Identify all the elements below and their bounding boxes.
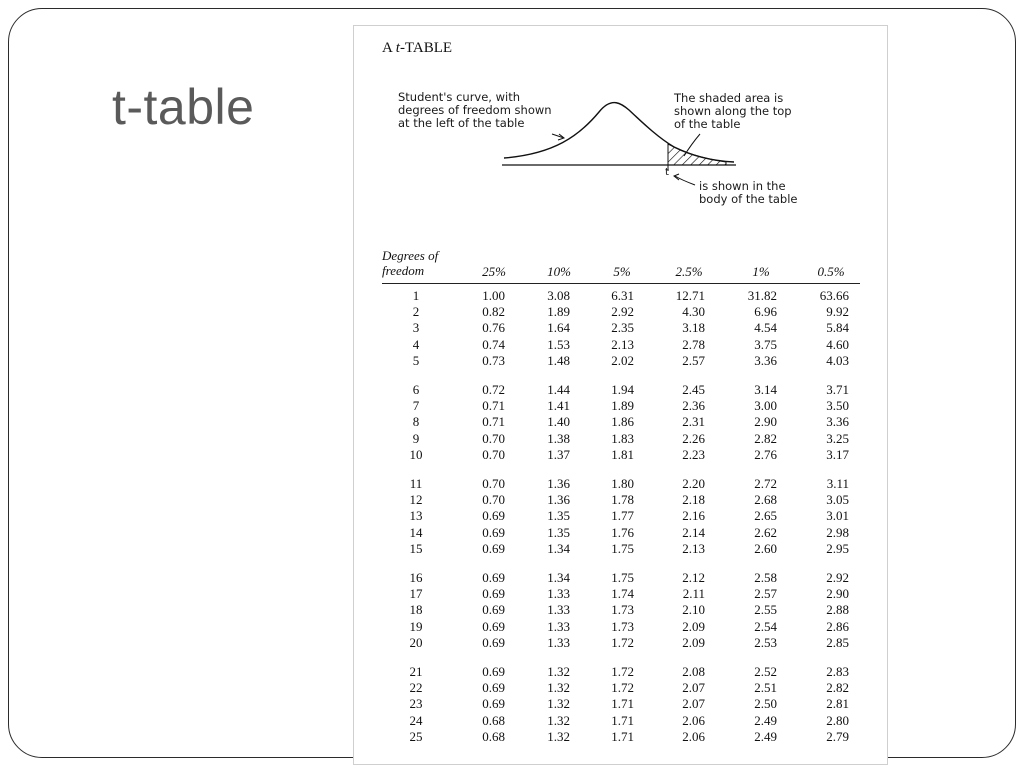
table-cell: 1.89 [611,398,634,414]
table-cell: 2.68 [754,492,777,508]
table-cell: 1.81 [611,446,634,462]
df-cell: 18 [409,602,423,618]
df-cell: 12 [409,492,423,508]
table-cell: 2.09 [682,618,705,634]
table-cell: 2.53 [754,634,777,650]
table-row [354,337,874,353]
table-cell: 2.90 [754,414,777,430]
table-cell: 2.50 [754,696,777,712]
table-cell: 2.57 [682,352,705,368]
table-cell: 1.32 [547,664,570,679]
table-cell: 2.26 [682,430,705,446]
table-cell: 2.14 [682,524,705,540]
table-cell: 2.10 [682,602,705,618]
table-cell: 1.33 [547,634,570,650]
table-cell: 2.57 [754,586,777,602]
table-cell: 12.71 [675,288,705,303]
df-cell: 13 [409,508,423,524]
table-cell: 2.81 [826,696,849,712]
table-row [354,541,874,557]
table-cell: 1.48 [547,352,570,368]
table-cell: 1.75 [611,570,634,585]
table-cell: 1.34 [547,570,570,585]
table-cell: 1.32 [547,728,570,744]
table-cell: 3.71 [826,382,849,397]
t-table-document [353,25,888,765]
df-cell: 1 [412,288,420,303]
table-cell: 1.36 [547,492,570,508]
table-cell: 2.08 [682,664,705,679]
df-cell: 10 [409,446,423,462]
table-cell: 1.40 [547,414,570,430]
table-cell: 1.75 [611,540,634,556]
table-cell: 4.54 [754,320,777,336]
table-row [354,304,874,320]
table-cell: 3.75 [754,336,777,352]
table-cell: 2.92 [611,304,634,320]
table-cell: 1.94 [611,382,634,397]
table-cell: 1.77 [611,508,634,524]
table-cell: 1.37 [547,446,570,462]
table-cell: 2.20 [682,476,705,491]
table-cell: 2.60 [754,540,777,556]
table-cell: 2.82 [826,680,849,696]
table-cell: 3.14 [754,382,777,397]
df-cell: 14 [409,524,423,540]
column-header: 10% [547,264,571,279]
table-row [354,476,874,492]
table-cell: 2.07 [682,696,705,712]
table-cell: 1.64 [547,320,570,336]
table-cell: 4.03 [826,352,849,368]
df-cell: 11 [409,476,423,491]
degrees-of-freedom-header: Degrees of freedom [382,248,439,278]
table-row [354,635,874,651]
table-cell: 2.49 [754,712,777,728]
table-row [354,414,874,430]
table-row [354,696,874,712]
df-cell: 21 [409,664,423,679]
table-cell: 0.69 [482,602,505,618]
table-cell: 3.18 [682,320,705,336]
table-row [354,586,874,602]
df-cell: 19 [409,618,423,634]
table-cell: 1.74 [611,586,634,602]
table-cell: 4.30 [682,304,705,320]
table-cell: 1.34 [547,540,570,556]
table-cell: 2.55 [754,602,777,618]
table-cell: 0.70 [482,446,505,462]
table-cell: 2.78 [682,336,705,352]
table-cell: 1.71 [611,728,634,744]
table-cell: 1.73 [611,618,634,634]
table-cell: 0.69 [482,696,505,712]
table-cell: 0.73 [482,352,505,368]
table-cell: 2.65 [754,508,777,524]
table-row [354,680,874,696]
table-cell: 63.66 [819,288,849,303]
table-cell: 0.69 [482,524,505,540]
table-cell: 2.80 [826,712,849,728]
df-cell: 6 [412,382,420,397]
table-cell: 0.69 [482,618,505,634]
table-cell: 3.08 [547,288,570,303]
table-row [354,525,874,541]
table-cell: 1.72 [611,680,634,696]
df-cell: 7 [412,398,420,414]
table-cell: 3.36 [754,352,777,368]
df-cell: 9 [412,430,420,446]
table-cell: 1.38 [547,430,570,446]
table-cell: 2.83 [826,664,849,679]
table-cell: 1.32 [547,712,570,728]
table-cell: 0.71 [482,398,505,414]
table-cell: 0.76 [482,320,505,336]
table-cell: 2.23 [682,446,705,462]
df-cell: 20 [409,634,423,650]
table-cell: 2.45 [682,382,705,397]
table-cell: 2.90 [826,586,849,602]
df-cell: 23 [409,696,423,712]
table-cell: 3.50 [826,398,849,414]
table-cell: 0.74 [482,336,505,352]
table-cell: 0.69 [482,570,505,585]
table-cell: 2.31 [682,414,705,430]
table-cell: 9.92 [826,304,849,320]
shaded-area-annotation: The shaded area is shown along the top of the table [674,91,792,131]
table-cell: 2.13 [682,540,705,556]
table-cell: 2.72 [754,476,777,491]
column-header: 5% [613,264,631,279]
table-cell: 3.25 [826,430,849,446]
table-row [354,508,874,524]
table-cell: 31.82 [747,288,777,303]
df-cell: 3 [412,320,420,336]
table-cell: 2.86 [826,618,849,634]
table-cell: 2.36 [682,398,705,414]
table-cell: 2.11 [682,586,705,602]
table-cell: 1.86 [611,414,634,430]
table-cell: 1.36 [547,476,570,491]
table-cell: 3.17 [826,446,849,462]
table-cell: 5.84 [826,320,849,336]
table-cell: 6.96 [754,304,777,320]
table-cell: 0.69 [482,634,505,650]
table-cell: 1.41 [547,398,570,414]
column-header: 25% [482,264,506,279]
table-cell: 1.33 [547,618,570,634]
table-cell: 2.95 [826,540,849,556]
table-cell: 1.83 [611,430,634,446]
table-row [354,602,874,618]
column-header: 1% [752,264,770,279]
document-heading: A t-TABLE [382,40,453,56]
table-cell: 2.06 [682,728,705,744]
t-symbol: t [665,167,669,178]
table-cell: 1.35 [547,508,570,524]
table-cell: 2.62 [754,524,777,540]
table-cell: 1.33 [547,602,570,618]
header-rule [382,283,860,284]
table-cell: 0.69 [482,664,505,679]
table-cell: 1.72 [611,664,634,679]
table-cell: 0.70 [482,476,505,491]
df-cell: 2 [412,304,420,320]
table-cell: 2.82 [754,430,777,446]
table-cell: 3.01 [826,508,849,524]
table-cell: 2.49 [754,728,777,744]
table-cell: 4.60 [826,336,849,352]
table-row [354,353,874,369]
table-cell: 2.92 [826,570,849,585]
table-row [354,729,874,745]
table-row [354,382,874,398]
table-cell: 2.76 [754,446,777,462]
table-cell: 2.09 [682,634,705,650]
table-cell: 2.85 [826,634,849,650]
table-row [354,320,874,336]
column-header: 0.5% [817,264,845,279]
table-cell: 2.79 [826,728,849,744]
table-cell: 1.72 [611,634,634,650]
table-cell: 6.31 [611,288,634,303]
table-cell: 1.00 [482,288,505,303]
table-cell: 3.11 [826,476,849,491]
table-cell: 1.80 [611,476,634,491]
table-cell: 1.53 [547,336,570,352]
table-cell: 3.00 [754,398,777,414]
table-cell: 1.89 [547,304,570,320]
df-cell: 22 [409,680,423,696]
table-row [354,431,874,447]
table-cell: 0.71 [482,414,505,430]
table-row [354,492,874,508]
table-row [354,570,874,586]
df-cell: 25 [409,728,423,744]
table-cell: 0.69 [482,680,505,696]
table-row [354,447,874,463]
table-cell: 2.98 [826,524,849,540]
table-cell: 0.70 [482,492,505,508]
table-cell: 0.72 [482,382,505,397]
table-cell: 0.68 [482,728,505,744]
table-row [354,398,874,414]
table-cell: 2.02 [611,352,634,368]
table-cell: 0.69 [482,586,505,602]
table-cell: 2.35 [611,320,634,336]
df-cell: 8 [412,414,420,430]
table-cell: 0.69 [482,540,505,556]
table-cell: 2.51 [754,680,777,696]
table-row [354,619,874,635]
table-cell: 1.33 [547,586,570,602]
table-cell: 2.16 [682,508,705,524]
table-cell: 1.73 [611,602,634,618]
table-cell: 2.88 [826,602,849,618]
table-cell: 2.07 [682,680,705,696]
table-cell: 2.06 [682,712,705,728]
table-cell: 2.12 [682,570,705,585]
df-cell: 4 [412,336,420,352]
table-row [354,713,874,729]
table-cell: 1.35 [547,524,570,540]
right-annotation-line [684,134,700,156]
table-cell: 2.52 [754,664,777,679]
student-curve-diagram [354,26,888,246]
table-cell: 1.32 [547,696,570,712]
table-cell: 1.76 [611,524,634,540]
df-cell: 15 [409,540,423,556]
df-cell: 5 [412,352,420,368]
table-cell: 1.78 [611,492,634,508]
table-cell: 0.82 [482,304,505,320]
table-cell: 3.36 [826,414,849,430]
table-cell: 0.68 [482,712,505,728]
df-cell: 24 [409,712,423,728]
df-cell: 16 [409,570,423,585]
table-cell: 2.18 [682,492,705,508]
table-cell: 3.05 [826,492,849,508]
t-value-annotation: is shown in the body of the table [699,179,798,206]
shaded-tail-area [668,144,726,165]
table-cell: 2.58 [754,570,777,585]
table-cell: 2.13 [611,336,634,352]
slide-title: t-table [112,79,255,135]
table-cell: 1.32 [547,680,570,696]
table-row [354,288,874,304]
table-row [354,664,874,680]
column-header: 2.5% [675,264,703,279]
table-cell: 0.70 [482,430,505,446]
table-cell: 1.44 [547,382,570,397]
df-cell: 17 [409,586,423,602]
curve-annotation: Student's curve, with degrees of freedom shown at the left of the table [398,90,552,130]
table-cell: 0.69 [482,508,505,524]
table-cell: 2.54 [754,618,777,634]
table-cell: 1.71 [611,712,634,728]
t-arrow [675,176,695,185]
table-cell: 1.71 [611,696,634,712]
